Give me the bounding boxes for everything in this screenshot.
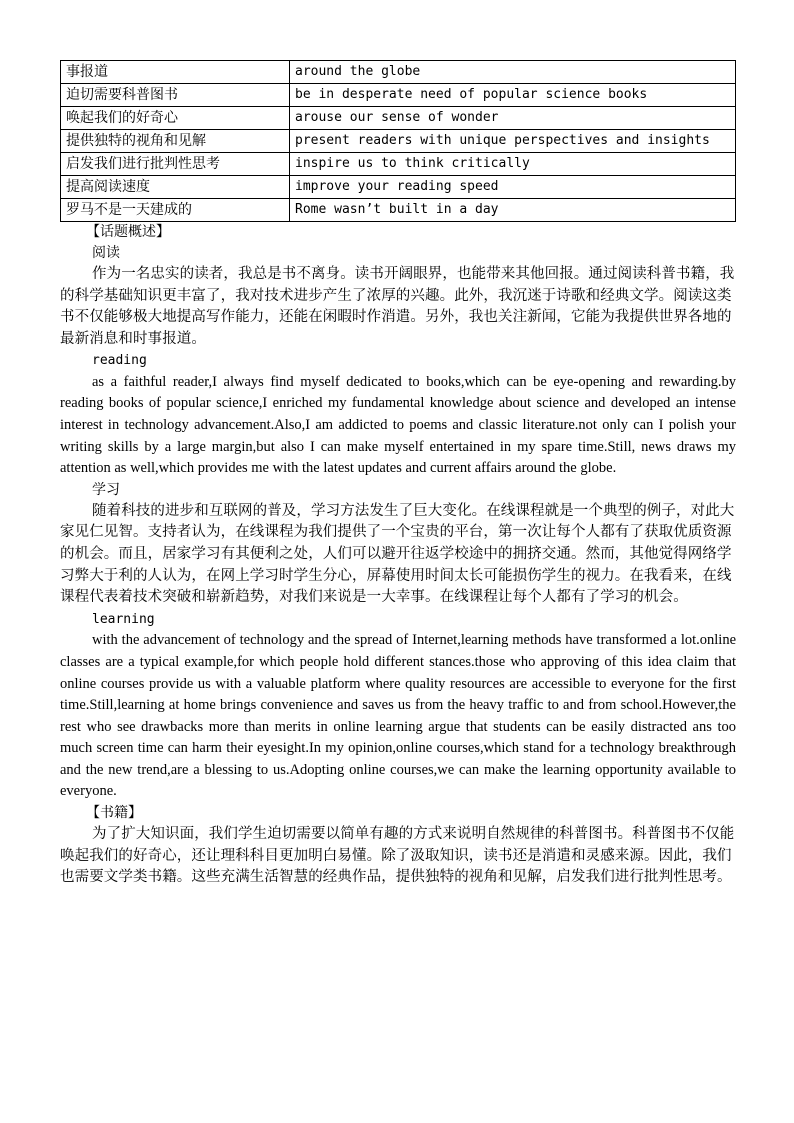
table-cell-chinese: 罗马不是一天建成的 <box>61 199 290 222</box>
subheading-learning-en: learning <box>92 611 155 627</box>
document-page <box>60 60 736 889</box>
table-row <box>61 199 736 222</box>
table-cell-chinese: 提供独特的视角和见解 <box>61 130 290 153</box>
subheading-reading-en: reading <box>92 353 147 369</box>
table-cell-english: be in desperate need of popular science books <box>290 84 736 107</box>
table-row <box>61 107 736 130</box>
subheading-learning-zh: 学习 <box>92 481 120 498</box>
table-cell-chinese: 迫切需要科普图书 <box>61 84 290 107</box>
section-heading-overview: 【话题概述】 <box>86 224 170 240</box>
table-row <box>61 61 736 84</box>
vocabulary-table <box>60 60 736 222</box>
table-cell-english: around the globe <box>290 61 736 84</box>
paragraph-learning-zh: 随着科技的进步和互联网的普及，学习方法发生了巨大变化。在线课程就是一个典型的例子，对此大家见仁见智。支持者认为，在线课程为我们提供了一个宝贵的平台，第一次让每个人都有了获取优质资源的机会。而且，居家学习有其便利之处，人们可以避开往返学校途中的拥挤交通。然而，其他觉得网络学习弊大于利的人认为，在网上学习时学生分心，屏幕使用时间太长可能损伤学生的视力。在我看来，在线课程代表着技术突破和崭新趋势，对我们来说是一大幸事。在线课程让每个人都有了学习的机会。 <box>60 502 735 606</box>
table-row <box>61 130 736 153</box>
table-cell-chinese: 提高阅读速度 <box>61 176 290 199</box>
paragraph-books-zh: 为了扩大知识面，我们学生迫切需要以简单有趣的方式来说明自然规律的科普图书。科普图书不仅能唤起我们的好奇心，还让理科科目更加明白易懂。除了汲取知识，读书还是消遣和灵感来源。因此，我们也需要文学类书籍。这些充满生活智慧的经典作品，提供独特的视角和见解，启发我们进行批判性思考。 <box>60 826 735 886</box>
table-cell-chinese: 启发我们进行批判性思考 <box>61 153 290 176</box>
section-heading-books: 【书籍】 <box>86 805 142 822</box>
paragraph-reading-zh: 作为一名忠实的读者，我总是书不离身。读书开阔眼界，也能带来其他回报。通过阅读科普书籍，我的科学基础知识更丰富了，我对技术进步产生了浓厚的兴趣。此外，我沉迷于诗歌和经典文学。阅读这类书不仅能够极大地提高写作能力，还能在闲暇时作消遣。另外，我也关注新闻，它能为我提供世界各地的最新消息和时事报道。 <box>60 266 735 347</box>
table-cell-english: Rome wasn’t built in a day <box>290 199 736 222</box>
table-row <box>61 84 736 107</box>
table-cell-english: arouse our sense of wonder <box>290 107 736 130</box>
subheading-reading-zh: 阅读 <box>92 245 120 261</box>
table-row <box>61 153 736 176</box>
table-cell-chinese: 事报道 <box>61 61 290 84</box>
table-row <box>61 176 736 199</box>
document-body <box>60 222 736 889</box>
table-cell-english: present readers with unique perspectives and insights <box>290 130 736 153</box>
paragraph-reading-en: as a faithful reader,I always find myself dedicated to books,which can be eye-opening and rewarding.by reading books of popular science,I enriched my fundamental knowledge about science and developed an intense interest in technology advancement.Also,I am addicted to poems and classic literature.not only can I polish your writing skills by a large margin,but also I can make myself entertained in my spare time.Still, news draws my attention as well,which provides me with the latest updates and current affairs around the globe. <box>60 373 736 477</box>
table-cell-chinese: 唤起我们的好奇心 <box>61 107 290 130</box>
table-cell-english: improve your reading speed <box>290 176 736 199</box>
paragraph-learning-en: with the advancement of technology and the spread of Internet,learning methods have transformed a lot.online classes are a typical example,for which people hold different stances.those who approving of this idea claim that online courses provide us with a valuable platform where quality resources are accessible to everyone for the first time.Still,learning at home brings convenience and saves us from the heavy traffic to and from school.However,the rest who see drawbacks more than merits in online learning argue that students can be easily distracted ans too much screen time can harm their eyesight.In my opinion,online courses,which stand for a technology breakthrough and the new trend,are a blessing to us.Adopting online courses,we can make the learning opportunity available to everyone. <box>60 632 736 800</box>
table-cell-english: inspire us to think critically <box>290 153 736 176</box>
